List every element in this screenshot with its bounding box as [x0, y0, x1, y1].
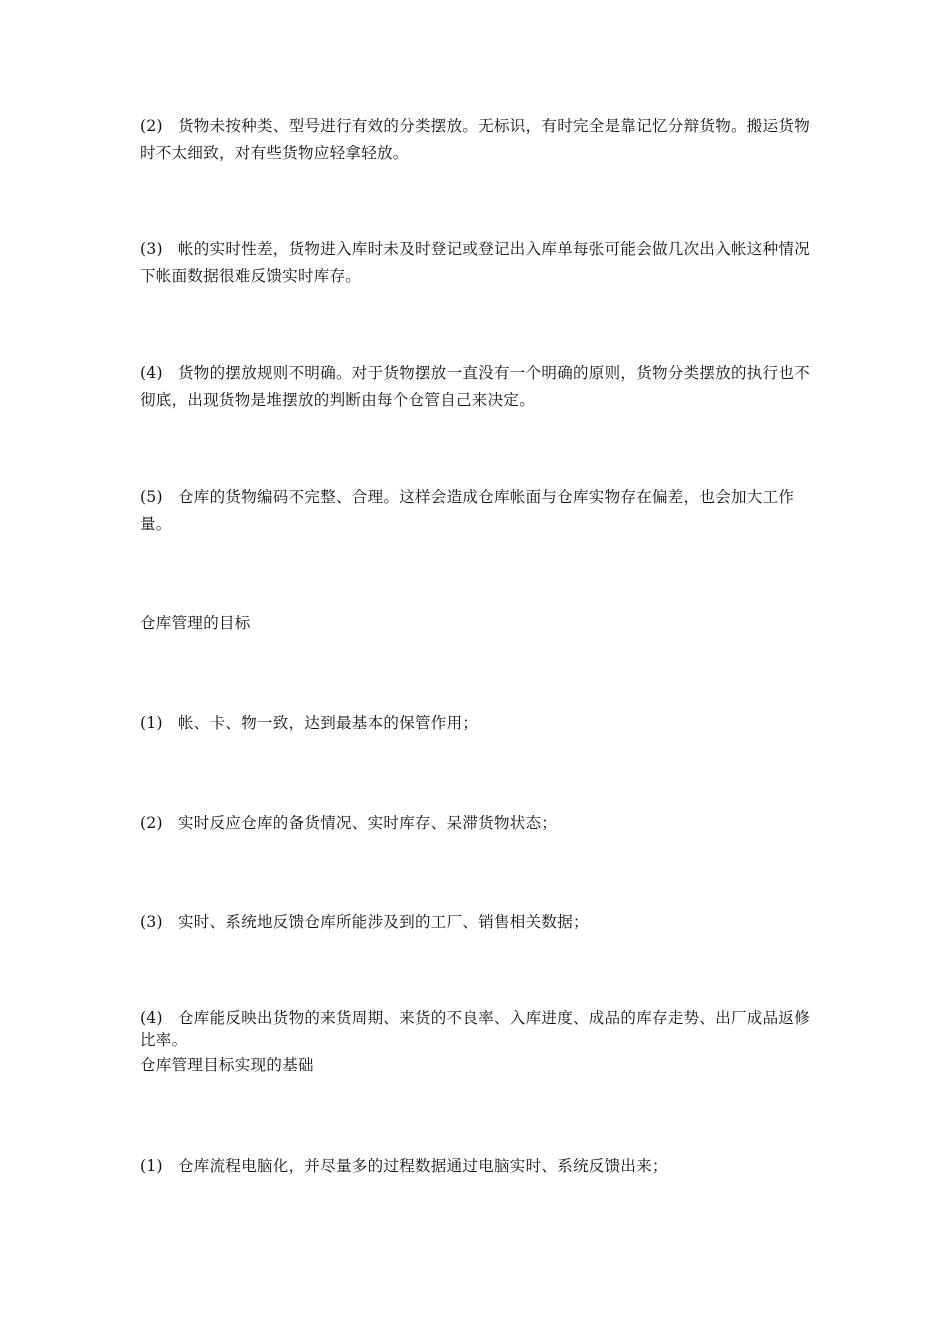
goal-item-2: [140, 810, 812, 837]
paragraph-text: 帐的实时性差，货物进入库时未及时登记或登记出入库单每张可能会做几次出入帐这种情况下帐面数据很难反馈实时库存。: [140, 240, 811, 285]
paragraph-number: (4): [140, 364, 163, 382]
goal-text: 实时反应仓库的备货情况、实时库存、呆滞货物状态；: [178, 814, 558, 832]
goal-item-3: [140, 909, 812, 936]
paragraph-5: [140, 484, 812, 538]
paragraph-text: 仓库的货物编码不完整、合理。这样会造成仓库帐面与仓库实物存在偏差，也会加大工作量。: [140, 488, 795, 533]
section-heading-basis: 仓库管理目标实现的基础: [140, 1056, 314, 1074]
paragraph-3: [140, 236, 812, 290]
goal-item-1: [140, 710, 812, 737]
paragraph-text: 货物未按种类、型号进行有效的分类摆放。无标识，有时完全是靠记忆分辩货物。搬运货物时不太细致，对有些货物应轻拿轻放。: [140, 117, 811, 162]
goal-text: 仓库能反映出货物的来货周期、来货的不良率、入库进度、成品的库存走势、出厂成品返修比率。: [140, 1009, 811, 1049]
paragraph-number: (3): [140, 240, 163, 258]
goal-item-4: [140, 1007, 812, 1051]
paragraph-number: (5): [140, 488, 163, 506]
basis-text: 仓库流程电脑化，并尽量多的过程数据通过电脑实时、系统反馈出来；: [178, 1157, 668, 1175]
goal-number: (3): [140, 913, 163, 931]
paragraph-4: [140, 360, 812, 414]
paragraph-number: (2): [140, 117, 163, 135]
goal-number: (1): [140, 714, 163, 732]
basis-number: (1): [140, 1157, 163, 1175]
section-heading-goals: 仓库管理的目标: [140, 614, 251, 632]
goal-text: 帐、卡、物一致，达到最基本的保管作用；: [178, 714, 479, 732]
goal-number: (4): [140, 1009, 163, 1027]
paragraph-2: [140, 113, 812, 167]
goal-number: (2): [140, 814, 163, 832]
goal-text: 实时、系统地反馈仓库所能涉及到的工厂、销售相关数据；: [178, 913, 589, 931]
basis-item-1: [140, 1153, 812, 1180]
paragraph-text: 货物的摆放规则不明确。对于货物摆放一直没有一个明确的原则，货物分类摆放的执行也不彻底，出现货物是堆摆放的判断由每个仓管自己来决定。: [140, 364, 811, 409]
